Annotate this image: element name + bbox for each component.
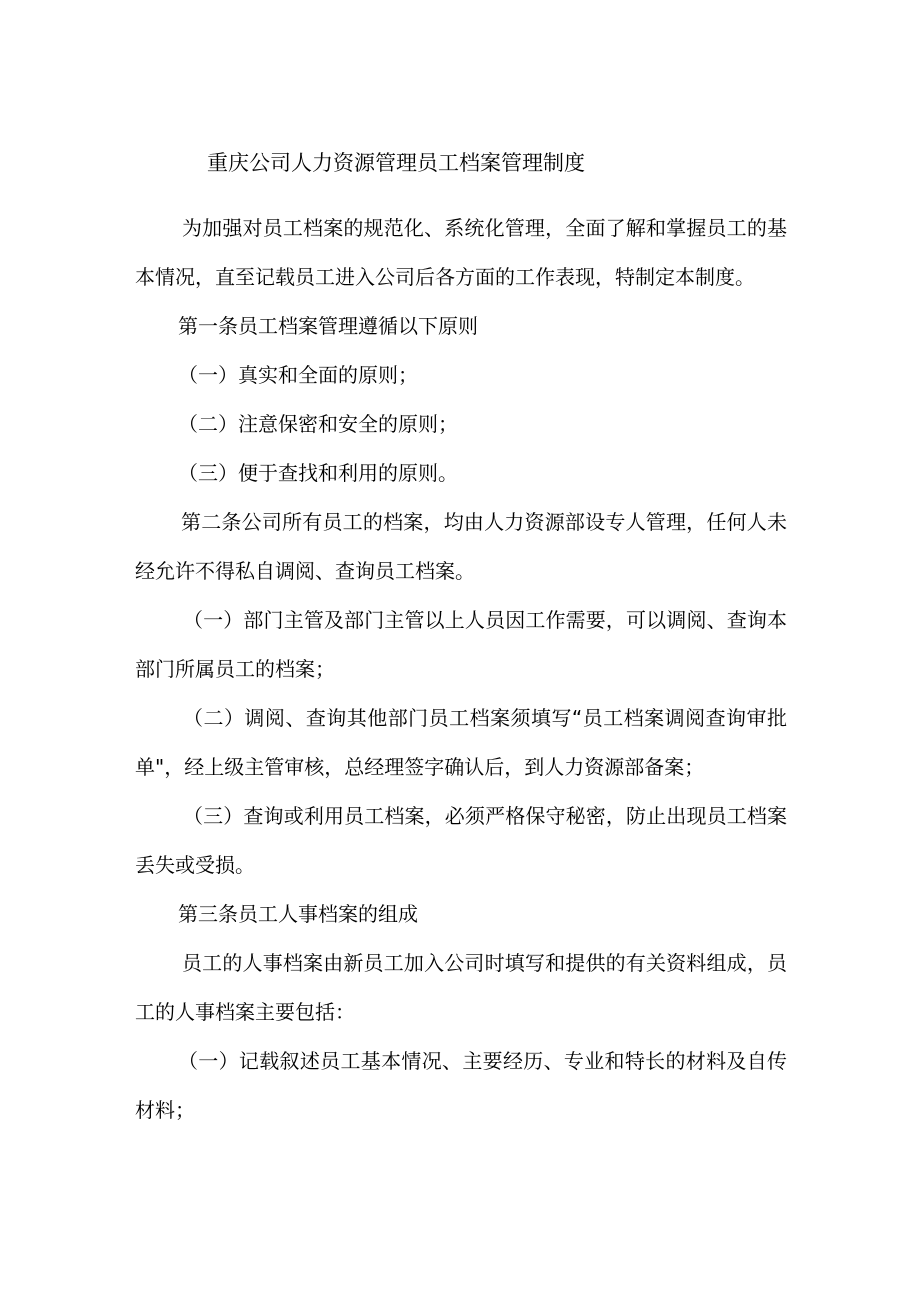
article-2-paragraph: 第二条公司所有员工的档案，均由人力资源部设专人管理，任何人未经允许不得私自调阅、查询员工档案。 — [135, 510, 787, 583]
article-2-item-2: （二）调阅、查询其他部门员工档案须填写“员工档案调阅查询审批单"，经上级主管审核，总经理签字确认后，到人力资源部备案； — [135, 706, 787, 779]
article-3-paragraph: 员工的人事档案由新员工加入公司时填写和提供的有关资料组成，员工的人事档案主要包括： — [135, 951, 787, 1024]
article-3-item-1: （一）记载叙述员工基本情况、主要经历、专业和特长的材料及自传材料； — [135, 1049, 787, 1122]
article-1-item-3: （三）便于查找和利用的原则。 — [178, 461, 458, 485]
intro-paragraph: 为加强对员工档案的规范化、系统化管理，全面了解和掌握员工的基本情况，直至记载员工进入公司后各方面的工作表现，特制定本制度。 — [135, 216, 787, 289]
article-2-item-3: （三）查询或利用员工档案，必须严格保守秘密，防止出现员工档案丢失或受损。 — [135, 804, 787, 877]
article-3-heading: 第三条员工人事档案的组成 — [178, 902, 418, 926]
article-1-item-2: （二）注意保密和安全的原则； — [178, 412, 458, 436]
article-1-item-1: （一）真实和全面的原则； — [178, 363, 418, 387]
article-1-heading: 第一条员工档案管理遵循以下原则 — [178, 314, 478, 338]
document-title: 重庆公司人力资源管理员工档案管理制度 — [207, 151, 585, 175]
article-2-item-1: （一）部门主管及部门主管以上人员因工作需要，可以调阅、查询本部门所属员工的档案； — [135, 608, 787, 681]
